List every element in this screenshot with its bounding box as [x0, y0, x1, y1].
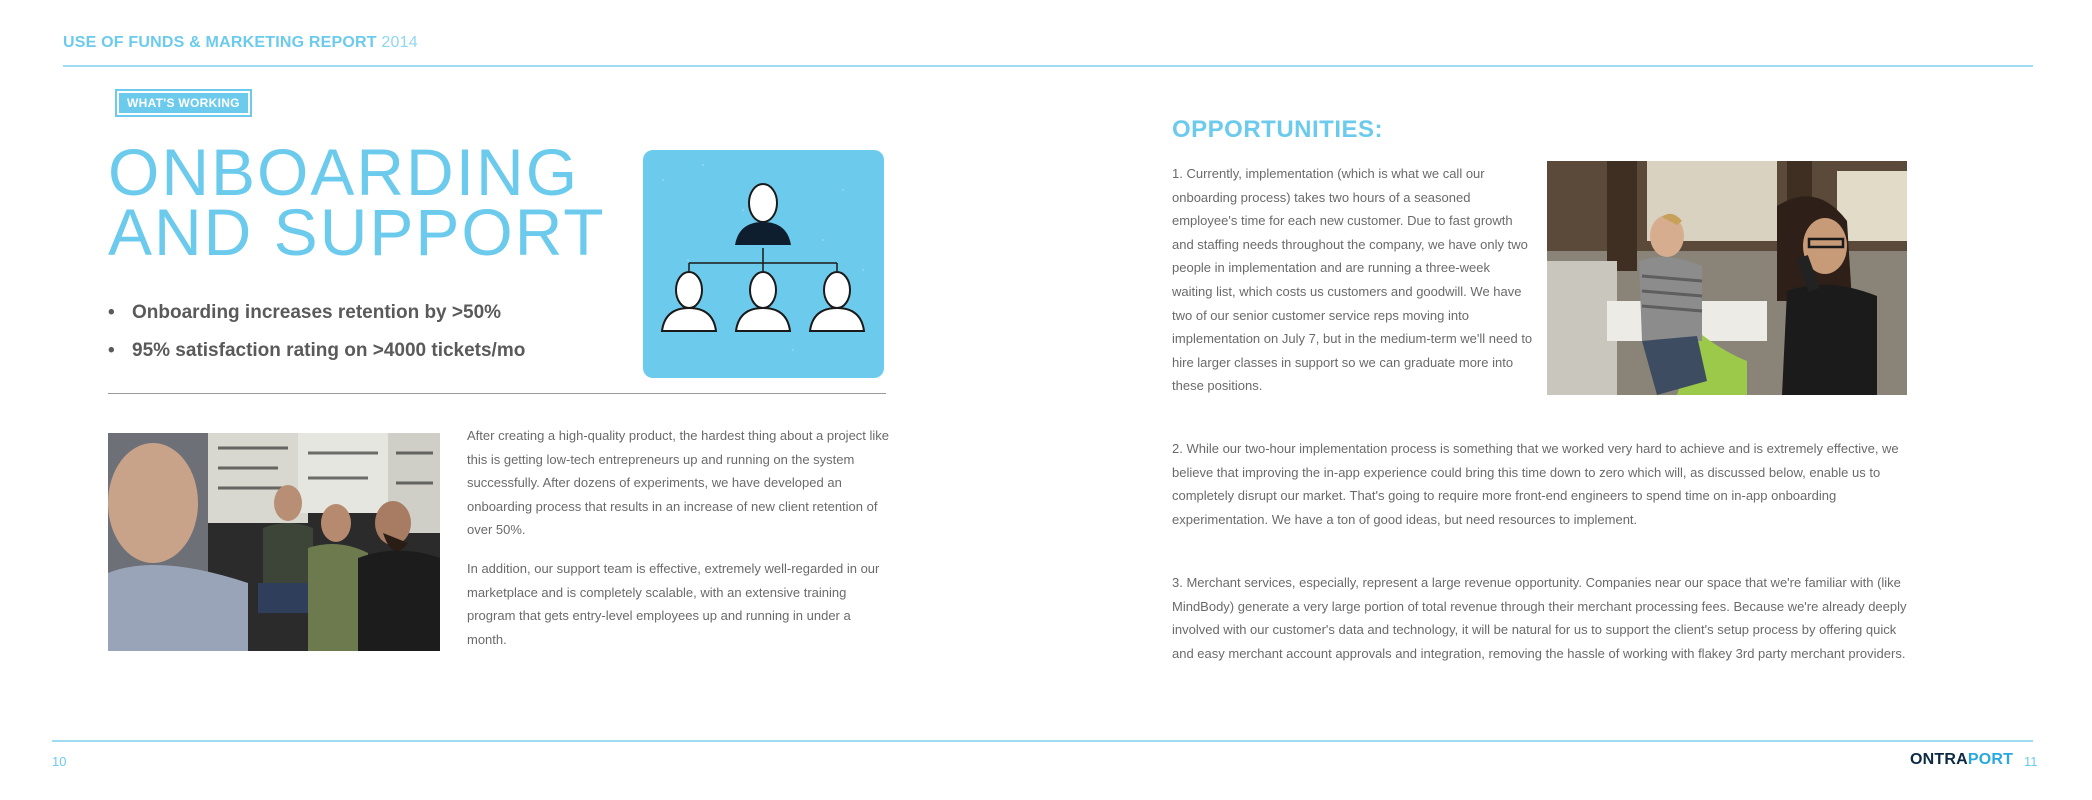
logo-part1: ONTRA — [1910, 751, 1968, 768]
report-year: 2014 — [381, 34, 418, 51]
org-chart-icon — [643, 150, 884, 378]
section-badge — [115, 89, 252, 117]
section-divider — [108, 393, 886, 394]
footer-divider — [52, 740, 2033, 742]
report-title-text: USE OF FUNDS & MARKETING REPORT — [63, 34, 377, 51]
ontraport-logo — [1910, 751, 2013, 769]
section-title — [108, 135, 606, 269]
opportunity-item: 2. While our two-hour implementation process is something that we worked very hard to achieve and is extremely effective, we believe that improving the in-app experience could bring this time down to zero which will, as discussed below, enable us to completely disrupt our market. That's going to require more front-end engineers to spend time on in-app onboarding experimentation. We have a ton of good ideas, but need resources to implement. — [1172, 441, 1899, 527]
page-number-right: 11 — [2024, 754, 2038, 769]
support-paragraph: In addition, our support team is effective, extremely well-regarded in our marketplace and is completely scalable, with an extensive training program that gets entry-level employees up and running in under a month. — [467, 561, 880, 647]
header-divider — [63, 65, 2033, 67]
highlight-list — [108, 302, 525, 378]
report-title — [63, 34, 418, 52]
opportunities-heading: OPPORTUNITIES: — [1172, 116, 1384, 143]
team-photo — [108, 433, 440, 651]
onboarding-paragraph: After creating a high-quality product, the hardest thing about a project like this is getting low-tech entrepreneurs up and running on the system successfully. After dozens of experiments, we have developed an onboarding process that results in an increase of new client retention of over 50%. — [467, 428, 890, 538]
opportunity-item: 3. Merchant services, especially, represent a large revenue opportunity. Companies near our space that we're familiar with (like MindBody) generate a very large portion of total revenue through their merchant processing fees. Because we're already deeply involved with our customer's data and technology, it will be natural for us to support the client's setup process by offering quick and easy merchant account approvals and integration, removing the hassle of working with flakey 3rd party merchant providers. — [1172, 575, 1907, 661]
section-title-line2: AND SUPPORT — [108, 195, 606, 269]
logo-part2: PORT — [1967, 751, 2014, 768]
highlight-item: • Onboarding increases retention by >50% — [108, 302, 525, 324]
highlight-item: • 95% satisfaction rating on >4000 tickets/mo — [108, 340, 525, 362]
section-title-line1: ONBOARDING — [108, 135, 580, 209]
office-photo — [1547, 161, 1907, 395]
page-number-left: 10 — [52, 754, 67, 769]
section-badge-label: WHAT'S WORKING — [119, 93, 248, 113]
opportunity-item: 1. Currently, implementation (which is what we call our onboarding process) takes two hours of a seasoned employee's time for each new customer. Due to fast growth and staffing needs throughout the company, we have only two people in implementation and are running a three-week waiting list, which costs us customers and goodwill. We have two of our senior customer service reps moving into implementation on July 7, but in the medium-term we'll need to hire larger classes in support so we can graduate more into these positions. — [1172, 166, 1533, 394]
